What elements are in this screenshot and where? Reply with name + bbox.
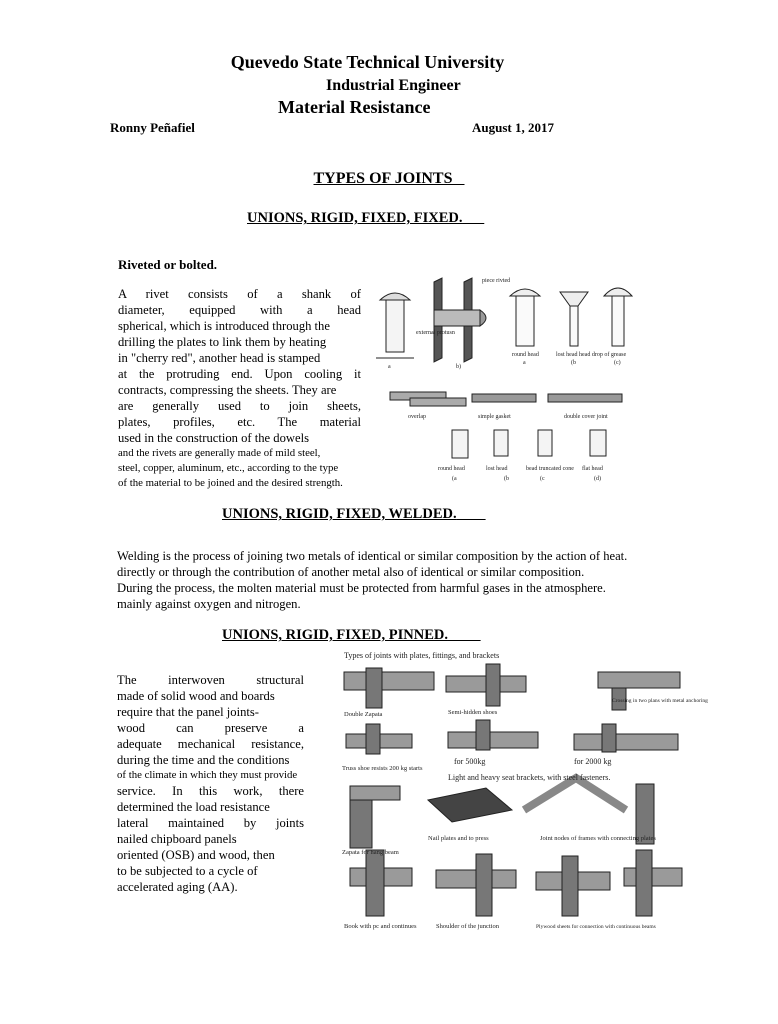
program-name: Industrial Engineer [326, 77, 461, 94]
fig-label: (b [571, 360, 576, 366]
text-line: contracts, compressing the sheets. They are [118, 383, 337, 397]
welded-paragraph [117, 548, 662, 612]
text-line: Welding is the process of joining two metals of identical or similar composition by the action of heat. [117, 549, 628, 563]
gasket-plate-shape [472, 394, 536, 402]
text-line: used in the construction of the dowels [118, 431, 309, 445]
rivet-body-shape [434, 310, 480, 326]
fig-label: bead truncated cone [526, 466, 574, 472]
drop-head-shape [604, 288, 632, 296]
text-line: of the material to be joined and the desired strength. [118, 477, 343, 489]
text-line: of the climate in which they must provide [117, 769, 298, 781]
fig-label: Book with pc and continues [344, 923, 417, 930]
beam-shape [624, 868, 682, 886]
fig-label: for 2000 kg [574, 757, 612, 766]
author-name: Ronny Peñafiel [110, 120, 195, 135]
overlap-plate-shape [410, 398, 466, 406]
text-line: to be subjected to a cycle of [117, 864, 258, 878]
post-shape [366, 850, 384, 916]
fig-label: (c [540, 476, 545, 482]
nail-plate-shape [428, 788, 512, 822]
text-line: spherical, which is introduced through the [118, 319, 330, 333]
fig-label: Plywood sheets for connection with continuous beams [536, 924, 656, 930]
wood-joints-figure [336, 650, 708, 934]
post-shape [366, 724, 380, 754]
text-line: diameter, equipped with a head [118, 303, 361, 317]
fig-label: lost head [486, 466, 508, 472]
riveted-subheading: Riveted or bolted. [118, 257, 218, 272]
fig-label: overlap [408, 414, 426, 420]
rivet-head-shape [380, 293, 410, 300]
drop-shank-shape [612, 296, 624, 346]
text-line: drilling the plates to link them by heating [118, 335, 327, 349]
fig-label: Crossing in two plans with metal anchoring [612, 698, 708, 704]
section-heading-pinned: UNIONS, RIGID, FIXED, PINNED. [222, 627, 448, 643]
beam-shape [448, 732, 538, 748]
round-head-shape [510, 289, 540, 296]
fig-label: double cover joint [564, 414, 608, 420]
fig-label: Nail plates and to press [428, 835, 489, 842]
fig-label: a [523, 360, 526, 366]
text-line: During the process, the molten material must be protected from harmful gases in the atmosphere. [117, 581, 606, 595]
fig-label: round head [512, 352, 539, 358]
rivet-shank-shape [494, 430, 508, 456]
rivet-shank-shape [386, 300, 404, 352]
fig-label: Light and heavy seat brackets, with steel fasteners. [448, 773, 611, 782]
text-line: made of solid wood and boards [117, 689, 275, 703]
text-line: mainly against oxygen and nitrogen. [117, 597, 301, 611]
text-line: accelerated aging (AA). [117, 880, 238, 894]
text-line: determined the load resistance [117, 800, 270, 814]
fig-label: Double Zapata [344, 711, 383, 718]
fig-label: flat head [582, 466, 603, 472]
post-shape [562, 856, 578, 916]
section-heading-riveted: UNIONS, RIGID, FIXED, FIXED. [247, 210, 463, 226]
fig-label: round head [438, 466, 465, 472]
cover-plate-shape [548, 394, 622, 402]
rivet-types-figure [368, 272, 646, 486]
main-title: TYPES OF JOINTS [313, 170, 453, 187]
text-line: in "cherry red", another head is stamped [118, 351, 321, 365]
fig-label: a [388, 364, 391, 370]
round-shank-shape [516, 296, 534, 346]
fig-label: simple gasket [478, 414, 511, 420]
beam-shape [344, 672, 434, 690]
rivet-shank-shape [590, 430, 606, 456]
riveted-paragraph [118, 286, 361, 491]
text-line: A rivet consists of a shank of [118, 287, 361, 301]
text-line: and the rivets are generally made of mild steel, [118, 447, 321, 459]
text-line: at the protruding end. Upon cooling it [118, 367, 361, 381]
text-line: are generally used to join sheets, [118, 399, 361, 413]
post-shape [486, 664, 500, 706]
rivet-shank-shape [538, 430, 552, 456]
post-shape [636, 850, 652, 916]
post-shape [476, 720, 490, 750]
pinned-paragraph [117, 672, 304, 895]
text-line: steel, copper, aluminum, etc., according to the type [118, 462, 339, 474]
text-line: during the time and the conditions [117, 753, 290, 767]
rivet-end-shape [480, 310, 486, 326]
beam-shape [598, 672, 680, 688]
fig-label: external protusn [416, 330, 455, 336]
text-line: require that the panel joints- [117, 705, 259, 719]
text-line: nailed chipboard panels [117, 832, 237, 846]
text-line: plates, profiles, etc. The material [118, 415, 361, 429]
fig-label: Shoulder of the junction [436, 923, 500, 930]
text-line: The interwoven structural [117, 673, 304, 687]
text-line: directly or through the contribution of another metal also of identical or similar composition. [117, 565, 585, 579]
fig-label: lost head head drop of grease [556, 352, 627, 358]
fig-label: for 500kg [454, 757, 486, 766]
fig-label: Semi-hidden shoes [448, 709, 498, 716]
fig-label: Zapata for hang beam [342, 849, 399, 856]
fig-label: piece rivted [482, 278, 511, 284]
fig-label: (a [452, 476, 457, 482]
truss-shape [524, 778, 626, 810]
fig-label: b) [456, 364, 461, 370]
document-date: August 1, 2017 [472, 120, 554, 135]
post-shape [476, 854, 492, 916]
text-line: oriented (OSB) and wood, then [117, 848, 275, 862]
fig-label: (d) [594, 476, 601, 482]
fig-label: (b [504, 476, 509, 482]
beam-shape [574, 734, 678, 750]
section-heading-welded: UNIONS, RIGID, FIXED, WELDED. [222, 506, 457, 522]
course-name: Material Resistance [278, 97, 431, 117]
text-line: lateral maintained by joints [117, 816, 304, 830]
post-shape [602, 724, 616, 752]
text-line: service. In this work, there [117, 784, 304, 798]
text-line: wood can preserve a [117, 721, 304, 735]
rivet-shank-shape [452, 430, 468, 458]
fig-label: Joint nodes of frames with connecting plates [540, 835, 656, 842]
post-shape [366, 668, 382, 708]
beam-shape [350, 786, 400, 800]
countersunk-head-shape [560, 292, 588, 306]
fig-label: Types of joints with plates, fittings, and brackets [344, 651, 500, 660]
text-line: adequate mechanical resistance, [117, 737, 304, 751]
fig-label: (c) [614, 360, 621, 366]
countersunk-shank-shape [570, 306, 578, 346]
university-title: Quevedo State Technical University [230, 52, 505, 72]
fig-label: Truss shoe resists 200 kg starts [342, 765, 423, 772]
